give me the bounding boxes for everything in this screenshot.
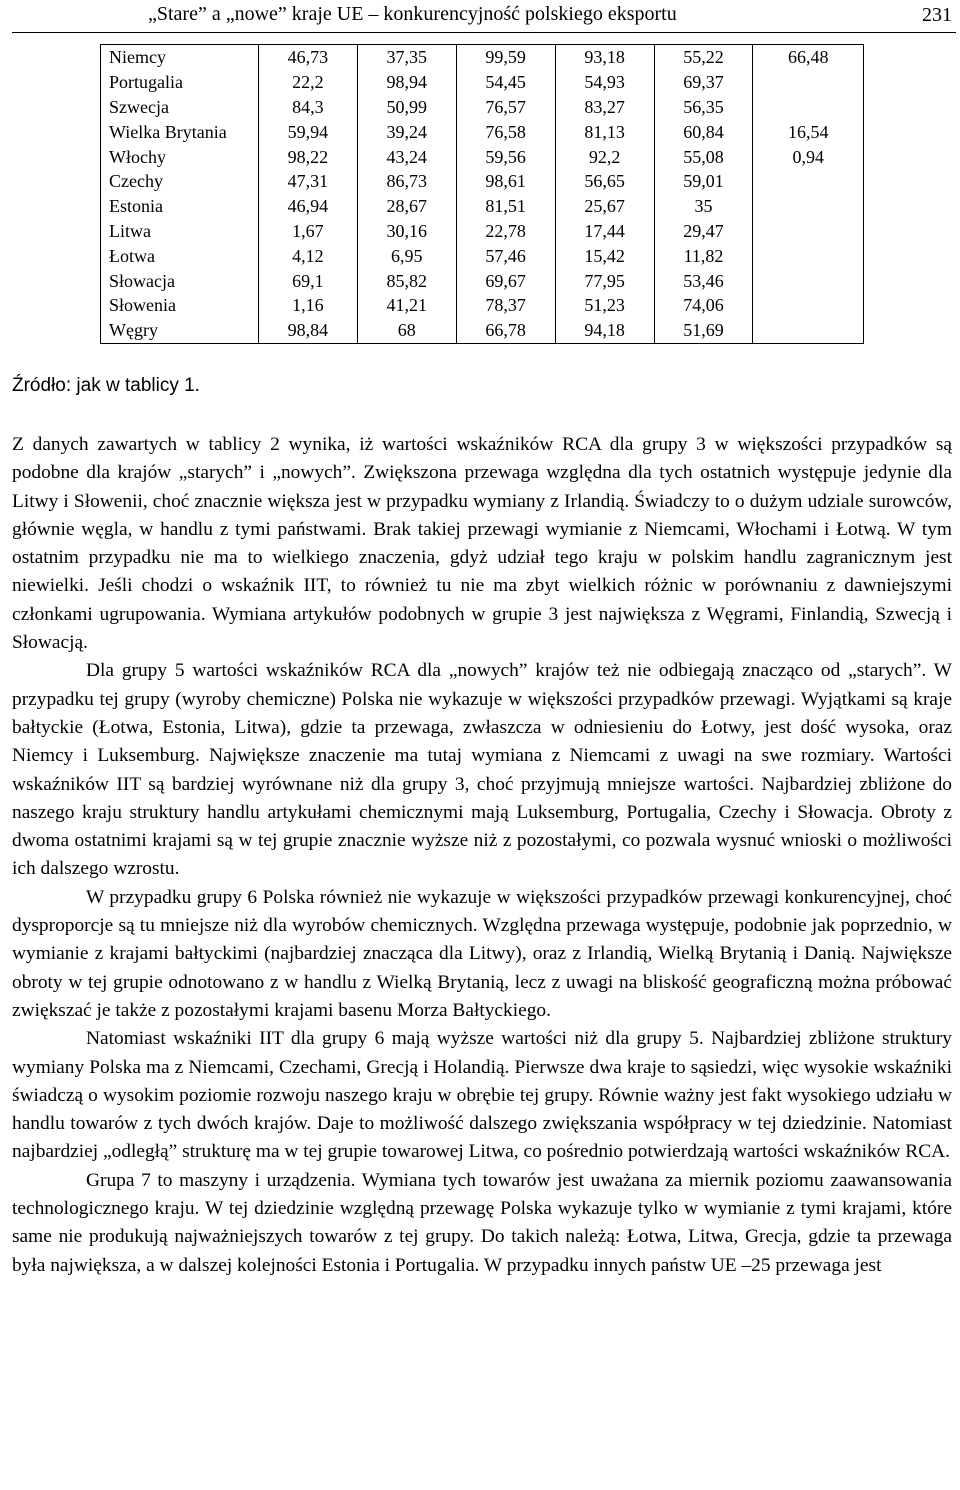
value-cell: 66,48: [787, 47, 829, 68]
value-cell: 86,73: [357, 169, 456, 194]
value-cell: 22,78: [456, 219, 555, 244]
table-row: [101, 70, 864, 95]
value-cell: 83,27: [555, 95, 654, 120]
value-cell: 59,56: [456, 144, 555, 169]
value-cell: 47,31: [258, 169, 357, 194]
table-row: [101, 293, 864, 318]
value-cell: 98,94: [357, 70, 456, 95]
country-cell: Węgry: [101, 318, 259, 343]
value-cell: [753, 169, 864, 194]
value-cell: [753, 318, 864, 343]
value-cell: 46,73: [258, 45, 357, 70]
value-cell: 35: [654, 194, 753, 219]
country-cell: Estonia: [101, 194, 259, 219]
value-cell: 84,3: [258, 95, 357, 120]
value-cell: 98,22: [258, 144, 357, 169]
country-cell: Portugalia: [101, 70, 259, 95]
value-cell: 92,2: [555, 144, 654, 169]
table-row: [101, 268, 864, 293]
rca-table-body: [101, 45, 864, 344]
table-row: [101, 95, 864, 120]
value-cell: 60,84: [654, 119, 753, 144]
value-cell: [753, 95, 864, 120]
value-cell: 98,84: [258, 318, 357, 343]
value-cell: [753, 70, 864, 95]
value-cell: 69,67: [456, 268, 555, 293]
value-cell: 46,94: [258, 194, 357, 219]
value-cell: 81,51: [456, 194, 555, 219]
value-cell: 69,37: [654, 70, 753, 95]
value-cell: 55,08: [654, 144, 753, 169]
value-cell: 76,57: [456, 95, 555, 120]
value-cell: 6,95: [357, 243, 456, 268]
value-cell: [753, 243, 864, 268]
value-cell: 25,67: [555, 194, 654, 219]
value-cell: 85,82: [357, 268, 456, 293]
value-cell: 59,01: [654, 169, 753, 194]
value-cell: 74,06: [654, 293, 753, 318]
value-cell: 54,93: [555, 70, 654, 95]
value-cell: 16,54: [787, 121, 829, 142]
value-cell: 59,94: [258, 119, 357, 144]
value-cell: 4,12: [258, 243, 357, 268]
country-cell: Słowenia: [101, 293, 259, 318]
paragraph-4: Natomiast wskaźniki IIT dla grupy 6 mają wyższe wartości niż dla grupy 5. Najbardziej zbliżone struktury wymiany Polska ma z Niemcami, Czechami, Grecją i Holandią. Pierwsze dwa kraje to sąsiedzi, więc wysokie wskaźniki świadczą o wysokim poziomie rozwoju naszego kraju w obrębie tej grupy. Równie ważny jest fakt wysokiego udziału w handlu towarów z tych dwóch krajów. Daje to możliwość dalszego zwiększania współpracy w tej dziedzinie. Natomiast najbardziej „odległą” strukturę ma w tej grupie towarowej Litwa, co pośrednio potwierdzają wartości wskaźników RCA.: [12, 1028, 952, 1163]
paragraph-1: Z danych zawartych w tablicy 2 wynika, iż wartości wskaźników RCA dla grupy 3 w większości przypadków są podobne dla krajów „starych” i „nowych”. Zwiększona przewaga względna dla tych ostatnich występuje jedynie dla Litwy i Słowenii, choć znacznie większa jest w przypadku wymiany z Irlandią. Świadczy to o dużym udziale surowców, głównie węgla, w handlu z tymi państwami. Brak takiej przewagi wymianie z Niemcami, Włochami i Łotwą. W tym ostatnim przypadku nie ma to wielkiego znaczenia, gdyż udział tego kraju w polskim handlu zagranicznym jest niewielki. Jeśli chodzi o wskaźnik IIT, to również tu nie ma zbyt wielkich różnic w porównaniu z dawniejszymi członkami ugrupowania. Wymiana artykułów podobnych w grupie 3 jest największa z Węgrami, Finlandią, Szwecją i Słowacją.: [12, 434, 952, 654]
table-row: [101, 45, 864, 70]
value-cell: 57,46: [456, 243, 555, 268]
country-cell: Szwecja: [101, 95, 259, 120]
value-cell: [753, 293, 864, 318]
value-cell: 53,46: [654, 268, 753, 293]
country-cell: Słowacja: [101, 268, 259, 293]
paragraph-3: W przypadku grupy 6 Polska również nie wykazuje w większości przypadków przewagi konkurencyjnej, choć dysproporcje są tu mniejsze niż dla wyrobów chemicznych. Względna przewaga występuje, podobnie jak poprzednio, w wymianie z krajami bałtyckimi (najbardziej znacząca dla Litwy), oraz z Irlandią, Wielką Brytanią i Danią. Największe obroty w tej grupie odnotowano z w handlu z Wielką Brytanią, lecz z uwagi na bliskość geograficzną można próbować zwiększać je także z pozostałymi krajami basenu Morza Bałtyckiego.: [12, 886, 952, 1021]
country-cell: Niemcy: [101, 45, 259, 70]
value-cell: 56,65: [555, 169, 654, 194]
running-title: „Stare” a „nowe” kraje UE – konkurencyjność polskiego eksportu: [148, 3, 677, 25]
table-row: [101, 169, 864, 194]
table-row: [101, 243, 864, 268]
value-cell: 37,35: [357, 45, 456, 70]
value-cell: 51,23: [555, 293, 654, 318]
page-number: 231: [922, 4, 952, 26]
table-row: [101, 219, 864, 244]
value-cell: 1,16: [258, 293, 357, 318]
value-cell: 56,35: [654, 95, 753, 120]
value-cell: 98,61: [456, 169, 555, 194]
value-cell: 54,45: [456, 70, 555, 95]
country-cell: Litwa: [101, 219, 259, 244]
value-cell: [753, 268, 864, 293]
country-cell: Wielka Brytania: [101, 119, 259, 144]
country-cell: Łotwa: [101, 243, 259, 268]
value-cell: 93,18: [555, 45, 654, 70]
value-cell: 69,1: [258, 268, 357, 293]
value-cell: 50,99: [357, 95, 456, 120]
value-cell: [753, 219, 864, 244]
value-cell: 77,95: [555, 268, 654, 293]
value-cell: 17,44: [555, 219, 654, 244]
value-cell: [753, 194, 864, 219]
value-cell: 78,37: [456, 293, 555, 318]
value-cell: 15,42: [555, 243, 654, 268]
country-cell: Włochy: [101, 144, 259, 169]
value-cell: 30,16: [357, 219, 456, 244]
value-cell: 66,78: [456, 318, 555, 343]
value-cell: 76,58: [456, 119, 555, 144]
table-row: [101, 144, 864, 169]
value-cell: 11,82: [654, 243, 753, 268]
source-note: Źródło: jak w tablicy 1.: [12, 375, 200, 396]
value-cell: 28,67: [357, 194, 456, 219]
value-cell: 1,67: [258, 219, 357, 244]
value-cell: 81,13: [555, 119, 654, 144]
value-cell: 0,94: [792, 146, 824, 167]
value-cell: 22,2: [258, 70, 357, 95]
table-row: [101, 318, 864, 343]
value-cell: 43,24: [357, 144, 456, 169]
value-cell: 99,59: [456, 45, 555, 70]
value-cell: 29,47: [654, 219, 753, 244]
value-cell: 41,21: [357, 293, 456, 318]
value-cell: 68: [357, 318, 456, 343]
country-cell: Czechy: [101, 169, 259, 194]
table-row: [101, 119, 864, 144]
paragraph-5: Grupa 7 to maszyny i urządzenia. Wymiana tych towarów jest uważana za miernik poziomu zaawansowania technologicznego kraju. W tej dziedzinie względną przewagę Polska wykazuje tylko w wymianie z tymi krajami, które same nie produkują najważniejszych towarów z tej grupy. Do takich należą: Łotwa, Litwa, Grecja, gdzie ta przewaga była największa, a w dalszej kolejności Estonia i Portugalia. W przypadku innych państw UE –25 przewaga jest: [12, 1169, 952, 1276]
value-cell: 39,24: [357, 119, 456, 144]
body-text: [12, 431, 952, 1280]
value-cell: 94,18: [555, 318, 654, 343]
paragraph-2: Dla grupy 5 wartości wskaźników RCA dla „nowych” krajów też nie odbiegają znacząco od „starych”. W przypadku tej grupy (wyroby chemiczne) Polska nie wykazuje w większości przypadków przewagi. Wyjątkami są kraje bałtyckie (Łotwa, Estonia, Litwa), gdzie ta przewaga, zwłaszcza w odniesieniu do Łotwy, jest dość wysoka, oraz Niemcy i Luksemburg. Największe znaczenie ma tutaj wymiana z Niemcami z uwagi na swe rozmiary. Wartości wskaźników IIT są bardziej wyrównane niż dla grupy 3, choć przyjmują mniejsze wartości. Najbardziej zbliżone do naszego kraju struktury handlu artykułami chemicznymi mają Luksemburg, Portugalia, Czechy i Słowacja. Obroty z dwoma ostatnimi krajami są w tej grupie znacznie wyższe niż z pozostałymi, co pozwala wysnuć wnioski o możliwości ich dalszego wzrostu.: [12, 660, 952, 880]
value-cell: 51,69: [654, 318, 753, 343]
rca-table: [100, 44, 864, 344]
table-row: [101, 194, 864, 219]
page-header: [12, 0, 956, 33]
value-cell: 55,22: [654, 45, 753, 70]
